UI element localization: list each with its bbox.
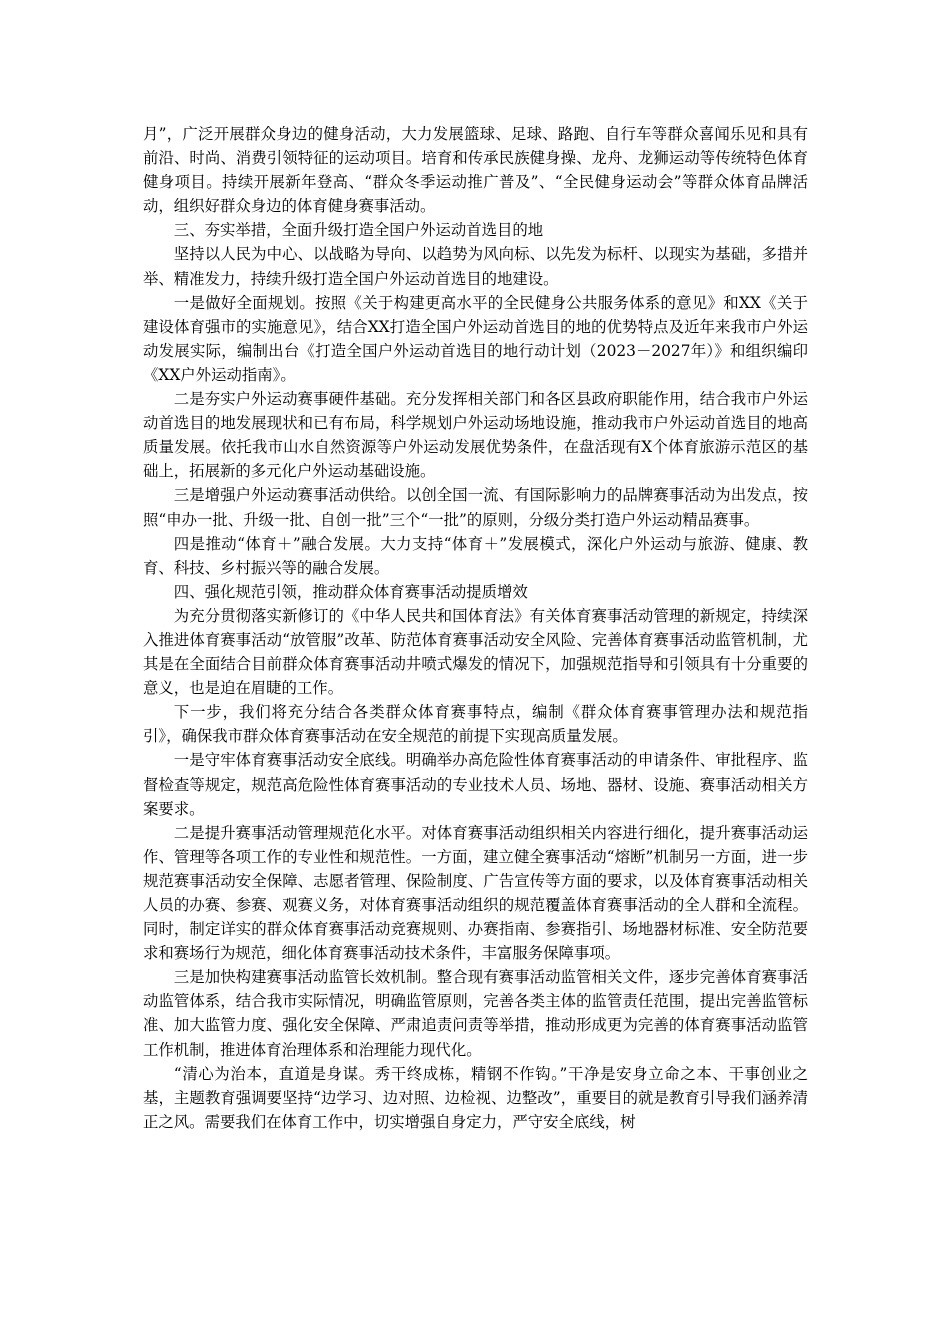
paragraph: 一是做好全面规划。按照《关于构建更高水平的全民健身公共服务体系的意见》和XX《关于建设体育强市的实施意见》，结合XX打造全国户外运动首选目的地的优势特点及近年来我市户外运动发展实际，编制出台《打造全国户外运动首选目的地行动计划（2023－2027年）》和组织编印《XX户外运动指南》。 — [143, 293, 808, 384]
document-body — [143, 122, 808, 1134]
paragraph: “清心为治本，直道是身谋。秀干终成栋，精钢不作钩。”干净是安身立命之本、干事创业之基，主题教育强调要坚持“边学习、边对照、边检视、边整改”，重要目的就是教育引导我们涵养清正之风。需要我们在体育工作中，切实增强自身定力，严守安全底线，树 — [143, 1064, 808, 1131]
paragraph: 下一步，我们将充分结合各类群众体育赛事特点，编制《群众体育赛事管理办法和规范指引》，确保我市群众体育赛事活动在安全规范的前提下实现高质量发展。 — [143, 703, 808, 746]
paragraph: 坚持以人民为中心、以战略为导向、以趋势为风向标、以先发为标杆、以现实为基础，多措并举、精准发力，持续升级打造全国户外运动首选目的地建设。 — [143, 245, 808, 288]
paragraph: 三是增强户外运动赛事活动供给。以创全国一流、有国际影响力的品牌赛事活动为出发点，按照“申办一批、升级一批、自创一批”三个“一批”的原则，分级分类打造户外运动精品赛事。 — [143, 486, 808, 529]
paragraph: 四是推动“体育＋”融合发展。大力支持“体育＋”发展模式，深化户外运动与旅游、健康、教育、科技、乡村振兴等的融合发展。 — [143, 534, 808, 577]
paragraph: 三是加快构建赛事活动监管长效机制。整合现有赛事活动监管相关文件，逐步完善体育赛事活动监管体系，结合我市实际情况，明确监管原则，完善各类主体的监管责任范围，提出完善监管标准、加大监管力度、强化安全保障、严肃追责问责等举措，推动形成更为完善的体育赛事活动监管工作机制，推进体育治理体系和治理能力现代化。 — [143, 968, 808, 1059]
paragraph: 为充分贯彻落实新修订的《中华人民共和国体育法》有关体育赛事活动管理的新规定，持续深入推进体育赛事活动“放管服”改革、防范体育赛事活动安全风险、完善体育赛事活动监管机制，尤其是在全面结合目前群众体育赛事活动井喷式爆发的情况下，加强规范指导和引领具有十分重要的意义，也是迫在眉睫的工作。 — [143, 606, 808, 698]
paragraph-continuation: 月”，广泛开展群众身边的健身活动，大力发展篮球、足球、路跑、自行车等群众喜闻乐见和具有前沿、时尚、消费引领特征的运动项目。培育和传承民族健身操、龙舟、龙狮运动等传统特色体育健身项目。持续开展新年登高、“群众冬季运动推广普及”、“全民健身运动会”等群众体育品牌活动，组织好群众身边的体育健身赛事活动。 — [143, 125, 808, 216]
paragraph: 一是守牢体育赛事活动安全底线。明确举办高危险性体育赛事活动的申请条件、审批程序、监督检查等规定，规范高危险性体育赛事活动的专业技术人员、场地、器材、设施、赛事活动相关方案要求。 — [143, 751, 808, 818]
paragraph: 二是夯实户外运动赛事硬件基础。充分发挥相关部门和各区县政府职能作用，结合我市户外运动首选目的地发展现状和已有布局，科学规划户外运动场地设施，推动我市户外运动首选目的地高质量发展。依托我市山水自然资源等户外运动发展优势条件，在盘活现有X个体育旅游示范区的基础上，拓展新的多元化户外运动基础设施。 — [143, 390, 808, 481]
section-heading-4: 四、强化规范引领，推动群众体育赛事活动提质增效 — [173, 582, 528, 601]
paragraph: 二是提升赛事活动管理规范化水平。对体育赛事活动组织相关内容进行细化，提升赛事活动运作、管理等各项工作的专业性和规范性。一方面，建立健全赛事活动“熔断”机制另一方面，进一步规范赛事活动安全保障、志愿者管理、保险制度、广告宣传等方面的要求，以及体育赛事活动相关人员的办赛、参赛、观赛义务，对体育赛事活动组织的规范覆盖体育赛事活动的全人群和全流程。同时，制定详实的群众体育赛事活动竞赛规则、办赛指南、参赛指引、场地器材标准、安全防范要求和赛场行为规范，细化体育赛事活动技术条件，丰富服务保障事项。 — [143, 823, 808, 963]
section-heading-3: 三、夯实举措，全面升级打造全国户外运动首选目的地 — [173, 221, 544, 240]
